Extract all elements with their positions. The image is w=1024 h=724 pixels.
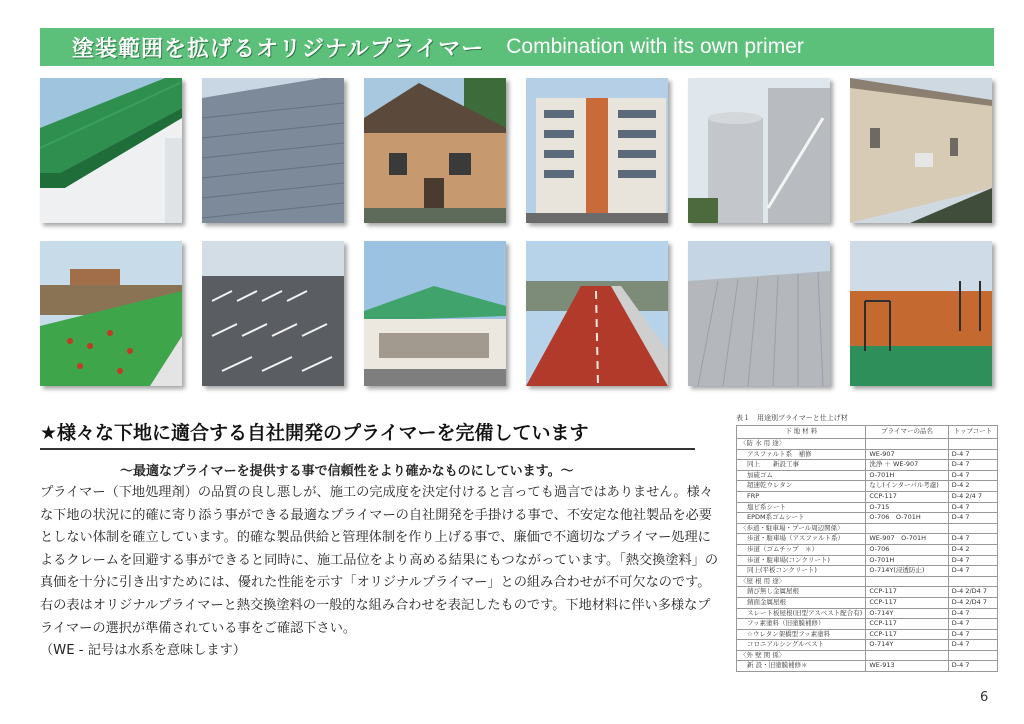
page-number: 6 xyxy=(980,690,989,705)
table-row xyxy=(737,640,998,651)
table-cell: CCP-117 xyxy=(866,629,948,640)
corrugated-roof-photo xyxy=(688,241,830,386)
table-header: 下 地 材 料 xyxy=(737,426,866,439)
table-cell: WE-907 xyxy=(866,449,948,460)
table-cell: 錆面金属屋根 xyxy=(737,597,866,608)
table-row xyxy=(737,555,998,566)
table-cell: CCP-117 xyxy=(866,587,948,598)
table-cell xyxy=(948,576,997,587)
house-photo xyxy=(364,78,506,223)
table-cell: D-4 2/D4 7 xyxy=(948,597,997,608)
heading-divider xyxy=(40,448,695,450)
banner-title-en: Combination with its own primer xyxy=(506,35,804,58)
table-row xyxy=(737,449,998,460)
table-cell: D-4 2 xyxy=(948,481,997,492)
table-header: トップコート xyxy=(948,426,997,439)
table-caption: 表１ 用途別プライマーと仕上げ材 xyxy=(736,414,848,422)
table-cell xyxy=(948,439,997,450)
gymnasium-photo xyxy=(364,241,506,386)
table-cell: スレート板屋根(旧型アスベスト配合有) xyxy=(737,608,866,619)
table-row xyxy=(737,629,998,640)
table-cell xyxy=(866,576,948,587)
section-heading: ★様々な下地に適合する自社開発のプライマーを完備しています xyxy=(40,422,589,444)
table-cell xyxy=(866,650,948,661)
table-cell: D-4 7 xyxy=(948,449,997,460)
table-cell: O-714Y xyxy=(866,640,948,651)
table-cell: D-4 7 xyxy=(948,608,997,619)
banner-title-jp: 塗装範囲を拡げるオリジナルプライマー xyxy=(72,36,485,62)
storage-tanks-photo xyxy=(688,78,830,223)
table-cell: コロニアルシングルベスト xyxy=(737,640,866,651)
table-cell: O-706 O-701H xyxy=(866,513,948,524)
green-metal-roof-photo xyxy=(40,78,182,223)
table-cell: 加硫ゴム xyxy=(737,470,866,481)
table-cell: なし(インターバル考慮) xyxy=(866,481,948,492)
table-cell xyxy=(866,523,948,534)
table-cell: D-4 7 xyxy=(948,661,997,672)
photo-grid xyxy=(40,78,992,404)
table-row xyxy=(737,597,998,608)
table-cell: CCP-117 xyxy=(866,619,948,630)
table-category-cell: 〈防 水 用 途〉 xyxy=(737,439,866,450)
building-wall-photo xyxy=(850,78,992,223)
parking-lot-photo xyxy=(202,241,344,386)
apartment-building-photo xyxy=(526,78,668,223)
table-row xyxy=(737,544,998,555)
table-row xyxy=(737,587,998,598)
table-cell xyxy=(866,439,948,450)
table-cell: D-4 2 xyxy=(948,544,997,555)
table-cell: 同上 新設工事 xyxy=(737,460,866,471)
table-cell: D-4 7 xyxy=(948,640,997,651)
table-cell: D-4 7 xyxy=(948,619,997,630)
table-cell: 塩ビ系シート xyxy=(737,502,866,513)
table-cell: フッ素塗料（旧塗膜補修） xyxy=(737,619,866,630)
table-cell: D-4 7 xyxy=(948,555,997,566)
table-row xyxy=(737,534,998,545)
table-row xyxy=(737,513,998,524)
table-row xyxy=(737,608,998,619)
table-cell: D-4 7 xyxy=(948,470,997,481)
table-cell xyxy=(948,650,997,661)
table-cell: 歩道（ゴムチップ ＊） xyxy=(737,544,866,555)
primer-table xyxy=(736,425,998,672)
table-cell: WE-913 xyxy=(866,661,948,672)
body-paragraph: プライマー（下地処理剤）の品質の良し悪しが、施工の完成度を決定付けると言っても過言ではありません。様々な下地の状況に的確に寄り添う事ができる最適なプライマーの自社開発を手掛ける事で、不安定な他社製品を必要としない体制を確立しています。的確な製品供給と管理体制を作り上げる事で、廉価で不適切なプライマー処理によるクレームを回避する事ができると同時に、施工品位をより高める結果にもつながっています。「熱交換塗料」の真価を十分に引き出すためには、優れた性能を示す「オリジナルプライマー」との組み合わせが不可欠なのです。 xyxy=(40,485,719,591)
table-cell xyxy=(948,523,997,534)
table-cell: D-4 7 xyxy=(948,566,997,577)
slate-roof-photo xyxy=(202,78,344,223)
table-cell: O-701H xyxy=(866,555,948,566)
table-cell: D-4 2/D4 7 xyxy=(948,587,997,598)
table-row xyxy=(737,523,998,534)
table-cell: 歩道・駐車場（アスファルト系） xyxy=(737,534,866,545)
table-header: プライマーの品名 xyxy=(866,426,948,439)
table-cell: D-4 7 xyxy=(948,460,997,471)
red-walkway-photo xyxy=(526,241,668,386)
table-row xyxy=(737,661,998,672)
table-cell: 歩道・駐車場(コンクリート) xyxy=(737,555,866,566)
table-row xyxy=(737,502,998,513)
body-text xyxy=(40,482,720,663)
table-row xyxy=(737,481,998,492)
table-cell: 洗浄 ＋ WE-907 xyxy=(866,460,948,471)
table-row xyxy=(737,576,998,587)
table-cell: ☆ウレタン架橋型フッ素塗料 xyxy=(737,629,866,640)
table-row xyxy=(737,460,998,471)
table-row xyxy=(737,470,998,481)
table-cell: D-4 7 xyxy=(948,502,997,513)
table-cell: FRP xyxy=(737,491,866,502)
body-paragraph: （WE - 記号は水系を意味します） xyxy=(40,643,246,659)
table-cell: O-714Y(浸透防止) xyxy=(866,566,948,577)
table-cell: D-4 7 xyxy=(948,534,997,545)
playground-photo xyxy=(850,241,992,386)
table-cell: 同上(平板コンクリート) xyxy=(737,566,866,577)
body-paragraph: 右の表はオリジナルプライマーと熱交換塗料の一般的な組み合わせを表記したものです。下地材料に伴い多様なプライマーの選択が準備されている事をご確認下さい。 xyxy=(40,597,711,636)
table-row xyxy=(737,650,998,661)
table-cell: D-4 7 xyxy=(948,513,997,524)
table-cell: O-701H xyxy=(866,470,948,481)
table-row xyxy=(737,566,998,577)
table-row xyxy=(737,439,998,450)
table-cell: O-714Y xyxy=(866,608,948,619)
table-cell: EPDM系ゴムシート xyxy=(737,513,866,524)
table-cell: D-4 2/4 7 xyxy=(948,491,997,502)
table-cell: O-706 xyxy=(866,544,948,555)
title-banner xyxy=(40,28,994,66)
table-cell: 新 設・旧塗膜補修＊ xyxy=(737,661,866,672)
table-cell: D-4 7 xyxy=(948,629,997,640)
table-row xyxy=(737,619,998,630)
table-cell: アスファルト系 補修 xyxy=(737,449,866,460)
table-category-cell: 〈外 壁 関 係〉 xyxy=(737,650,866,661)
table-cell: WE-907 O-701H xyxy=(866,534,948,545)
table-cell: O-715 xyxy=(866,502,948,513)
table-row xyxy=(737,491,998,502)
table-cell: CCP-117 xyxy=(866,597,948,608)
table-category-cell: 〈屋 根 用 途〉 xyxy=(737,576,866,587)
section-subheading: ～最適なプライマーを提供する事で信頼性をより確かなものにしています。～ xyxy=(120,464,574,479)
table-cell: 超速乾ウレタン xyxy=(737,481,866,492)
green-court-photo xyxy=(40,241,182,386)
table-cell: CCP-117 xyxy=(866,491,948,502)
table-category-cell: 〈歩道・駐車場・プール周辺関係〉 xyxy=(737,523,866,534)
table-cell: 錆び無し金属屋根 xyxy=(737,587,866,598)
